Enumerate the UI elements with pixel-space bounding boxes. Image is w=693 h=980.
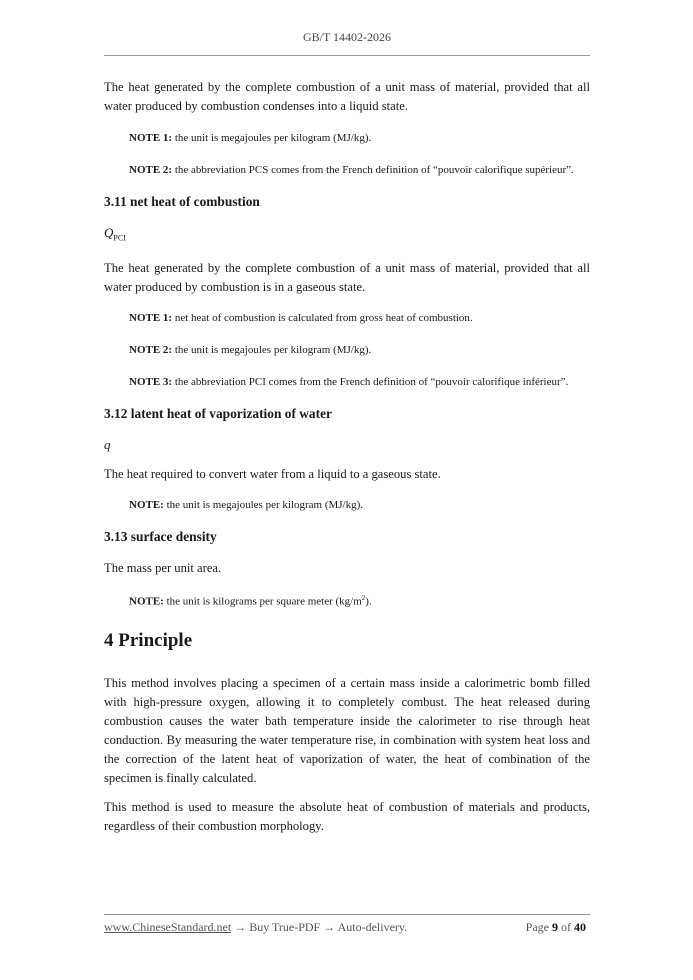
- arrow-right-icon: →: [323, 920, 336, 934]
- running-header: GB/T 14402-2026: [302, 30, 392, 44]
- page-total: 40: [574, 920, 586, 934]
- net-note-2: [104, 342, 590, 358]
- note-label: NOTE 1:: [129, 311, 173, 324]
- arrow-right-icon: →: [234, 920, 247, 934]
- note-label: NOTE:: [129, 498, 164, 511]
- symbol-q: q: [104, 436, 111, 452]
- note-text: net heat of combustion is calculated from gross heat of combustion.: [172, 311, 473, 324]
- symbol-subscript: PCI: [113, 233, 126, 243]
- net-note-3: [104, 374, 590, 390]
- header-rule: [104, 55, 590, 56]
- principle-paragraph-1: This method involves placing a specimen of a certain mass inside a calorimetric bomb filled with high-pressure oxygen, allowing it to completely combust. The heat released during combustion causes the water bath temperature inside the calorimeter to rise through heat conduction. By measuring the water temperature rise, in combination with system heat loss and the correction of the latent heat of vaporization of water, the heat of combination of the specimen is finally calculated.: [104, 676, 590, 786]
- note-label: NOTE 2:: [129, 343, 173, 356]
- net-heat-definition: The heat generated by the complete combustion of a unit mass of material, provided that all water produced by combustion is in a gaseous state.: [104, 260, 590, 294]
- note-text: the abbreviation PCI comes from the French definition of “pouvoir calorifique inférieur”.: [172, 375, 569, 388]
- note-text: the unit is megajoules per kilogram (MJ/kg).: [163, 498, 364, 511]
- gross-heat-definition: The heat generated by the complete combustion of a unit mass of material, provided that all water produced by combustion condenses into a liquid state.: [104, 80, 590, 113]
- note-text: the unit is megajoules per kilogram (MJ/kg).: [172, 343, 372, 356]
- page-label: Page: [525, 920, 552, 934]
- surface-density-note: [104, 590, 590, 610]
- note-text: the unit is kilograms per square meter (kg/m: [163, 595, 362, 608]
- buy-true-pdf-text: Buy True-PDF: [246, 920, 324, 934]
- section-3-11-heading: 3.11 net heat of combustion: [104, 194, 260, 209]
- symbol-main: Q: [104, 225, 114, 240]
- page-of: of: [558, 920, 574, 934]
- page-number: 9: [552, 920, 558, 934]
- net-note-1: [104, 310, 590, 326]
- gross-note-2: [104, 162, 590, 178]
- footer-rule: [104, 914, 590, 915]
- clause-4-heading: 4 Principle: [104, 630, 193, 652]
- principle-paragraph-2: This method is used to measure the absolute heat of combustion of materials and products, regardless of their combustion morphology.: [104, 800, 590, 834]
- note-label: NOTE 2:: [129, 164, 173, 176]
- note-text: the abbreviation PCS comes from the French definition of “pouvoir calorifique supérieur”.: [172, 164, 574, 176]
- latent-heat-definition: The heat required to convert water from a liquid to a gaseous state.: [104, 466, 441, 481]
- page-content: [104, 78, 590, 836]
- section-3-13-heading: 3.13 surface density: [104, 528, 217, 544]
- superscript: 2: [361, 593, 366, 602]
- note-text-end: ).: [365, 595, 372, 608]
- note-label: NOTE 3:: [129, 375, 173, 388]
- section-3-12-heading: 3.12 latent heat of vaporization of water: [104, 405, 332, 421]
- page-footer: [104, 920, 590, 935]
- latent-note: [104, 497, 590, 513]
- chinesestandard-link[interactable]: www.ChineseStandard.net: [104, 920, 232, 934]
- symbol-qpci: [104, 224, 590, 248]
- page-indicator: [526, 920, 586, 935]
- note-label: NOTE 1:: [129, 132, 173, 144]
- gross-note-1: [104, 130, 590, 146]
- note-label: NOTE:: [129, 595, 164, 608]
- note-text: the unit is megajoules per kilogram (MJ/kg).: [172, 132, 372, 144]
- auto-delivery-text: Auto-delivery.: [335, 920, 408, 934]
- surface-density-definition: The mass per unit area.: [104, 560, 222, 575]
